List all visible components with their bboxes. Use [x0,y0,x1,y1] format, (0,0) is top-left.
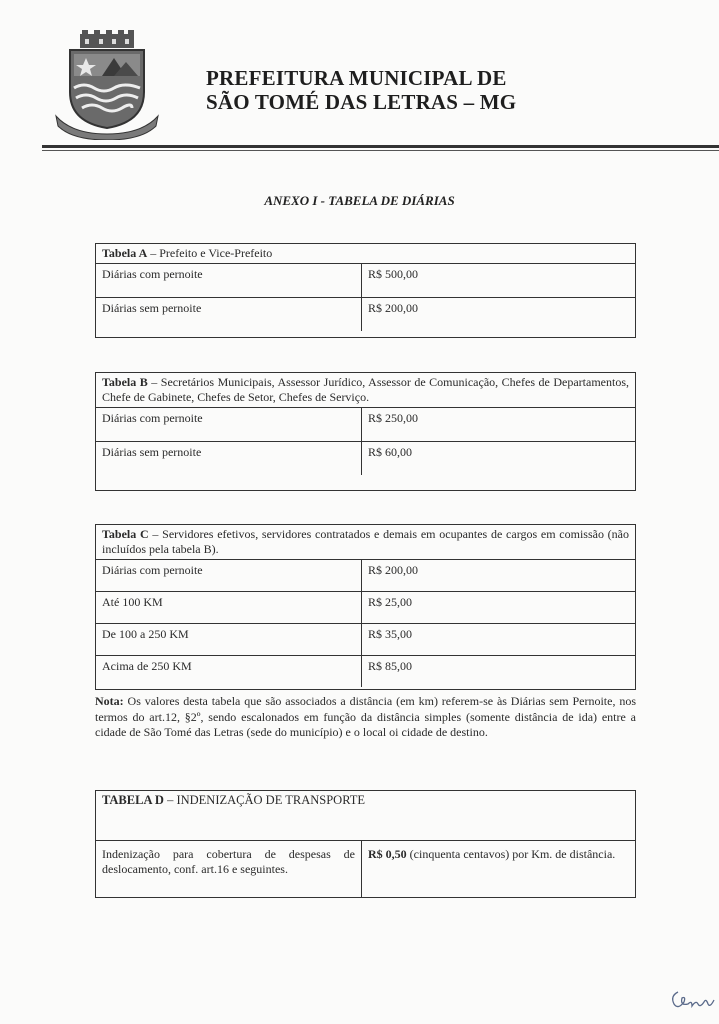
municipality-title [206,66,516,114]
row-value: R$ 25,00 [368,595,413,609]
row-label: Diárias sem pernoite [96,298,362,331]
table-b-caption-label: Tabela B [102,375,148,389]
table-d [95,790,636,898]
note-text: Os valores desta tabela que são associados a distância (em km) referem-se às Diárias sem Pernoite, nos termos do art.12, §2º, sendo escalonados em função da distância simples (somente distância de ida) entre a cidade de São Tomé das Letras (sede do município) e o local oi cidade de destino. [95,694,636,739]
table-row [96,560,635,592]
row-label: Diárias com pernoite [96,264,362,297]
table-d-caption [96,791,635,841]
header-divider [42,145,719,148]
table-d-caption-label: TABELA D [102,793,164,807]
table-row [96,592,635,624]
annex-title: ANEXO I - TABELA DE DIÁRIAS [264,193,455,208]
header-divider-thin [42,150,719,151]
row-label: De 100 a 250 KM [96,624,362,655]
row-value: R$ 250,00 [368,411,419,425]
table-row [96,624,635,656]
table-c-caption-text: – Servidores efetivos, servidores contratados e demais em ocupantes de cargos em comissão (não incluídos pela tabela B). [102,527,630,556]
row-label: Indenização para cobertura de despesas de deslocamento, conf. art.16 e seguintes. [96,841,362,897]
row-value: R$ 500,00 [368,267,419,281]
table-a-caption [96,244,635,264]
row-label: Até 100 KM [96,592,362,623]
rate-amount: R$ 0,50 [368,847,407,861]
table-row [96,656,635,687]
table-a-caption-text: – Prefeito e Vice-Prefeito [147,246,273,260]
table-b [95,372,636,491]
row-label: Diárias com pernoite [96,408,362,441]
table-row [96,298,635,331]
table-b-caption-text: – Secretários Municipais, Assessor Jurídico, Assessor de Comunicação, Chefes de Departamentos, Chefe de Gabinete, Chefes de Setor, Chefes de Serviço. [102,375,629,404]
table-c-caption [96,525,635,560]
row-value: R$ 85,00 [368,659,413,673]
row-label: Diárias com pernoite [96,560,362,591]
table-row [96,408,635,442]
table-d-caption-text: – INDENIZAÇÃO DE TRANSPORTE [163,793,366,807]
rate-description: (cinquenta centavos) por Km. de distância. [406,847,616,861]
row-value: R$ 200,00 [368,563,419,577]
table-a-caption-label: Tabela A [102,246,148,260]
table-row [96,841,635,897]
title-line-1: PREFEITURA MUNICIPAL DE [206,66,507,90]
row-value: R$ 60,00 [368,445,413,459]
table-row [96,442,635,475]
title-line-2: SÃO TOMÉ DAS LETRAS – MG [206,90,517,114]
coat-of-arms-icon [52,30,162,140]
table-b-caption [96,373,635,408]
note-label: Nota: [95,694,124,708]
row-label: Acima de 250 KM [96,656,362,687]
row-label: Diárias sem pernoite [96,442,362,475]
signature-icon [668,982,716,1012]
table-a [95,243,636,338]
table-row [96,264,635,298]
table-c-note [95,694,636,741]
row-value [362,841,635,897]
table-c [95,524,636,690]
row-value: R$ 200,00 [368,301,419,315]
row-value: R$ 35,00 [368,627,413,641]
table-c-caption-label: Tabela C [102,527,149,541]
